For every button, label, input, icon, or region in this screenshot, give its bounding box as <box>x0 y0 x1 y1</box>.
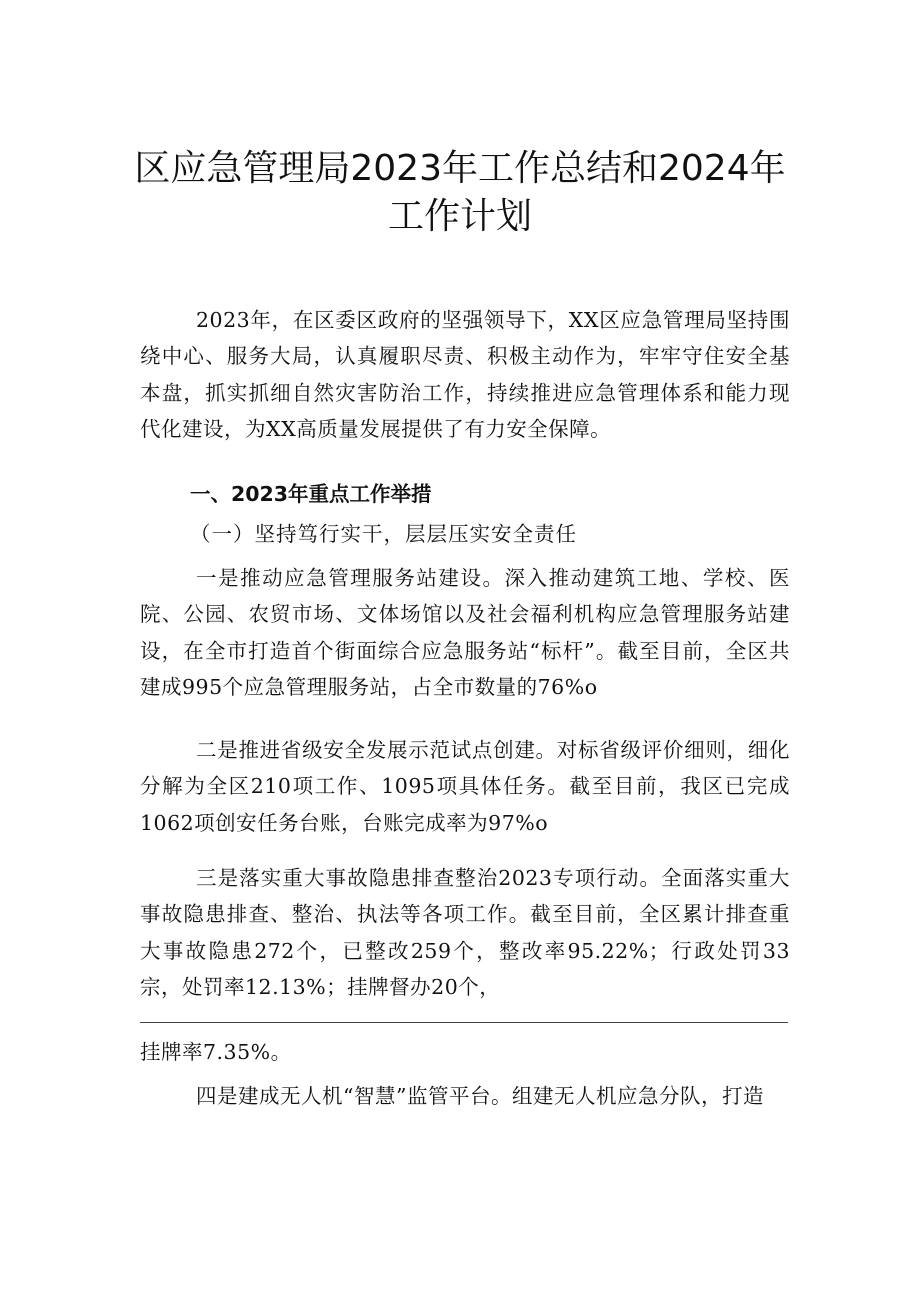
paragraph-item-3: 三是落实重大事故隐患排查整治2023专项行动。全面落实重大事故隐患排查、整治、执法等各项工作。截至目前，全区累计排查重大事故隐患272个，已整改259个，整改率95.22%；行政处罚33宗，处罚率12.13%；挂牌督办20个， <box>140 866 790 1000</box>
intro-paragraph: 2023年，在区委区政府的坚强领导下，XX区应急管理局坚持围绕中心、服务大局，认真履职尽责、积极主动作为，牢牢守住安全基本盘，抓实抓细自然灾害防治工作，持续推进应急管理体系和能力现代化建设，为XX高质量发展提供了有力安全保障。 <box>140 308 790 442</box>
paragraph-item-2: 二是推进省级安全发展示范试点创建。对标省级评价细则，细化分解为全区210项工作、1095项具体任务。截至目前，我区已完成1062项创安任务台账，台账完成率为97%o <box>140 738 790 835</box>
section-heading: 一、2023年重点工作举措 <box>190 482 432 506</box>
document-title-line1: 区应急管理局2023年工作总结和2024年 <box>134 148 786 189</box>
subsection-heading: （一）坚持笃行实干，层层压实安全责任 <box>190 522 577 546</box>
paragraph-item-4: 四是建成无人机“智慧”监管平台。组建无人机应急分队，打造 <box>196 1084 764 1108</box>
paragraph-item-3-continued: 挂牌率7.35%。 <box>140 1040 292 1064</box>
paragraph-item-1: 一是推动应急管理服务站建设。深入推动建筑工地、学校、医院、公园、农贸市场、文体场馆以及社会福利机构应急管理服务站建设，在全市打造首个街面综合应急服务站“标杆”。截至目前，全区共建成995个应急管理服务站，占全市数量的76%o <box>140 566 790 700</box>
document-title-line2: 工作计划 <box>387 196 532 237</box>
page-break-rule <box>140 1022 788 1023</box>
